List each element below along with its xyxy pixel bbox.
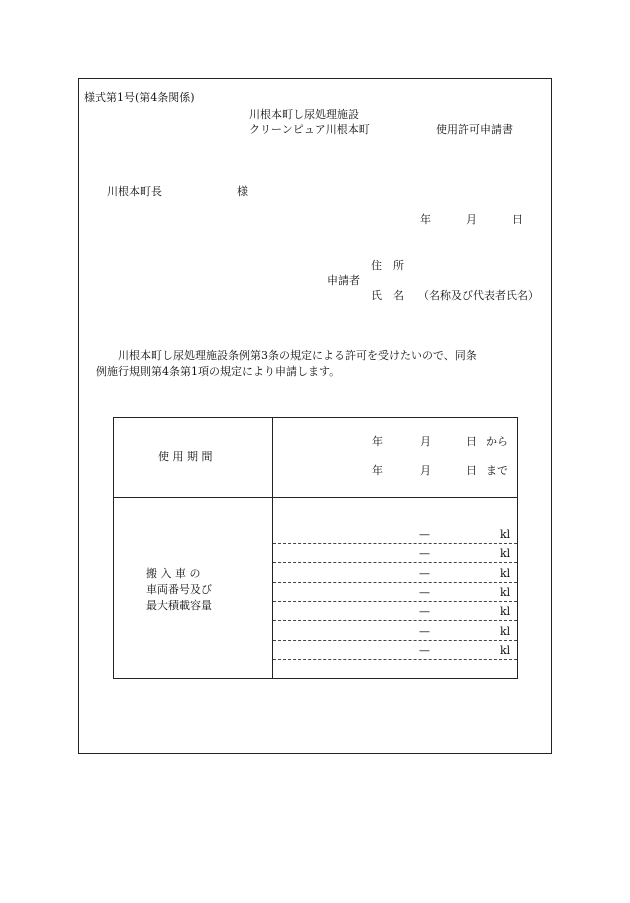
- vehicle-label-line-3: 最大積載容量: [146, 598, 212, 612]
- vehicle-row-dash: —: [419, 605, 430, 619]
- vehicle-row-dash: —: [419, 547, 430, 561]
- form-number: 様式第1号(第4条関係): [84, 91, 195, 104]
- vehicle-label: [146, 566, 212, 614]
- vehicle-row-dash: —: [419, 585, 430, 599]
- vehicle-label-line-2: 車両番号及び: [146, 582, 212, 596]
- vehicle-row-separator: [273, 601, 517, 602]
- honorific: 様: [237, 185, 248, 198]
- period-to-year: 年: [372, 464, 383, 477]
- vehicle-row-unit: kl: [500, 528, 511, 541]
- period-from-month: 月: [420, 435, 431, 448]
- vehicle-row-dash: —: [419, 528, 430, 541]
- vehicle-row-separator: [273, 659, 517, 660]
- vehicle-row-separator: [273, 640, 517, 641]
- name-note: （名称及び代表者氏名）: [418, 289, 539, 302]
- address-label: 住 所: [371, 259, 404, 272]
- name-label: 氏 名: [371, 289, 404, 302]
- body-text-line-1: 川根本町し尿処理施設条例第3条の規定による許可を受けたいので、同条: [118, 349, 477, 362]
- period-to-month: 月: [420, 464, 431, 477]
- vehicle-label-line-1: 搬 入 車 の: [146, 567, 201, 580]
- vehicle-row-dash: —: [419, 624, 430, 638]
- application-table: [113, 417, 518, 679]
- date-year-label: 年: [420, 213, 431, 226]
- period-to-suffix: まで: [486, 464, 508, 477]
- vehicle-row-separator: [273, 620, 517, 621]
- vehicle-row-separator: [273, 582, 517, 583]
- vehicle-row-dash: —: [419, 643, 430, 657]
- date-day-label: 日: [512, 213, 523, 226]
- vehicle-row-unit: kl: [500, 566, 511, 580]
- title-line-2: クリーンピュア川根本町: [249, 123, 370, 136]
- applicant-label: 申請者: [327, 274, 360, 287]
- vehicle-row-dash: —: [419, 566, 430, 580]
- vehicle-row-separator: [273, 543, 517, 544]
- period-label: 使 用 期 間: [158, 450, 213, 463]
- period-from-day: 日: [466, 435, 477, 448]
- vehicle-row-separator: [273, 562, 517, 563]
- vehicle-row-unit: kl: [500, 624, 511, 638]
- vehicle-row-unit: kl: [500, 547, 511, 561]
- date-month-label: 月: [466, 213, 477, 226]
- vehicle-row-unit: kl: [500, 585, 511, 599]
- table-row-divider: [114, 497, 517, 498]
- period-from-year: 年: [372, 435, 383, 448]
- title-line-1: 川根本町し尿処理施設: [249, 108, 359, 121]
- period-from-suffix: から: [486, 435, 508, 448]
- addressee: 川根本町長: [107, 185, 162, 198]
- vehicle-row-unit: kl: [500, 605, 511, 619]
- vehicle-row-unit: kl: [500, 643, 511, 657]
- period-to-day: 日: [466, 464, 477, 477]
- title-suffix: 使用許可申請書: [436, 123, 513, 136]
- body-text-line-2: 例施行規則第4条第1項の規定により申請します。: [96, 365, 341, 378]
